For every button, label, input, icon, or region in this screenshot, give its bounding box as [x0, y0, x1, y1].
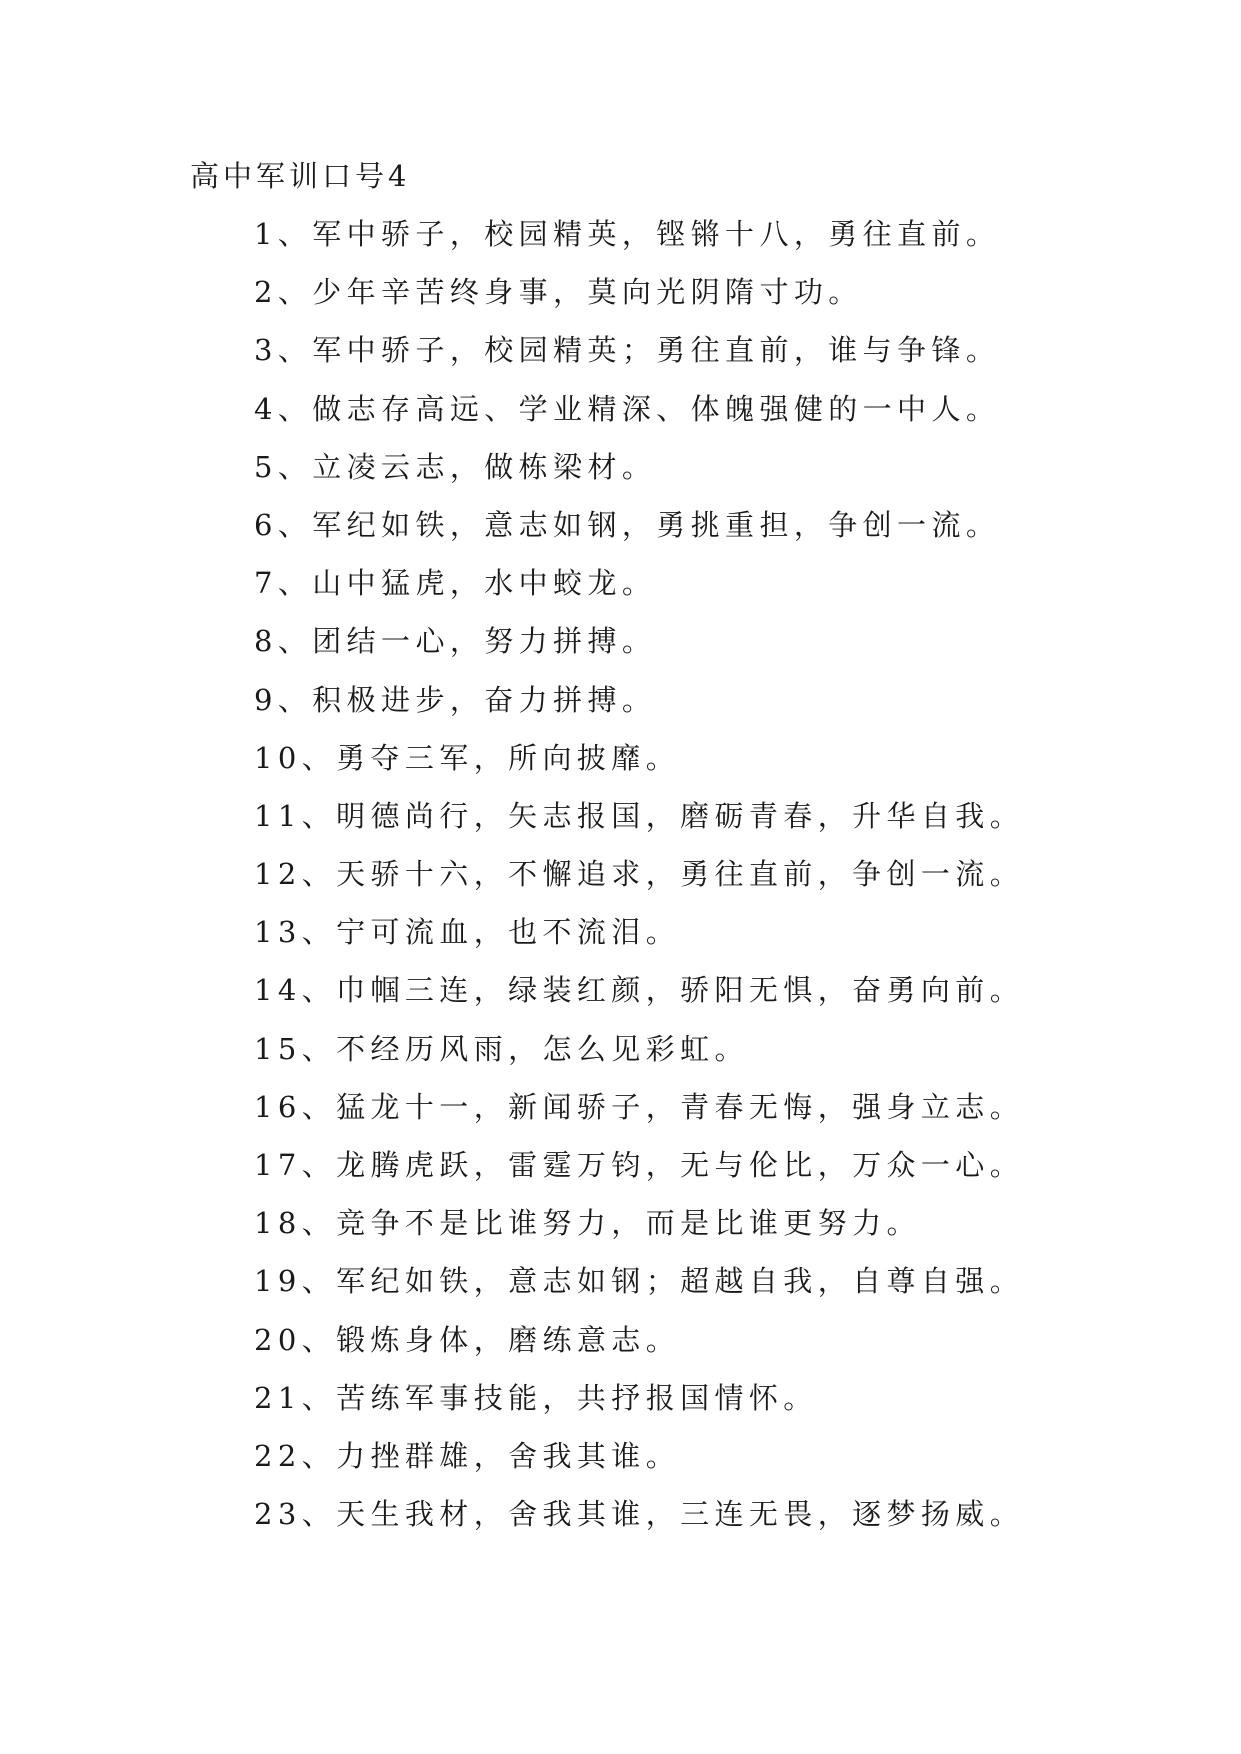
slogan-item: 23、天生我材，舍我其谁，三连无畏，逐梦扬威。: [254, 1497, 1025, 1532]
slogan-item: 14、巾帼三连，绿装红颜，骄阳无惧，奋勇向前。: [254, 973, 1025, 1008]
slogan-list: [254, 216, 1024, 1554]
slogan-item: 22、力挫群雄，舍我其谁。: [254, 1438, 681, 1473]
slogan-item: 1、军中骄子，校园精英，铿锵十八，勇往直前。: [254, 217, 1001, 251]
slogan-item: 16、猛龙十一，新闻骄子，青春无悔，强身立志。: [254, 1089, 1025, 1124]
slogan-item: 3、军中骄子，校园精英；勇往直前，谁与争锋。: [254, 333, 1001, 368]
slogan-item: 17、龙腾虎跃，雷霆万钧，无与伦比，万众一心。: [254, 1148, 1025, 1182]
slogan-item: 2、少年辛苦终身事，莫向光阴隋寸功。: [254, 275, 863, 310]
slogan-item: 19、军纪如铁，意志如钢；超越自我，自尊自强。: [254, 1264, 1025, 1299]
slogan-item: 5、立凌云志，做栋梁材。: [254, 449, 657, 484]
slogan-item: 6、军纪如铁，意志如钢，勇挑重担，争创一流。: [254, 507, 1001, 542]
slogan-item: 15、不经历风雨，怎么见彩虹。: [254, 1031, 749, 1066]
slogan-item: 10、勇夺三军，所向披靡。: [254, 740, 681, 775]
slogan-item: 12、天骄十六，不懈追求，勇往直前，争创一流。: [254, 857, 1025, 892]
slogan-item: 8、团结一心，努力拼搏。: [254, 624, 657, 659]
document-title: 高中军训口号4: [190, 159, 411, 193]
slogan-item: 20、锻炼身体，磨练意志。: [254, 1322, 681, 1357]
slogan-item: 11、明德尚行，矢志报国，磨砺青春，升华自我。: [254, 798, 1025, 833]
slogan-item: 21、苦练军事技能，共抒报国情怀。: [254, 1380, 818, 1415]
slogan-item: 7、山中猛虎，水中蛟龙。: [254, 566, 657, 601]
slogan-item: 18、竞争不是比谁努力，而是比谁更努力。: [254, 1206, 921, 1241]
slogan-item: 4、做志存高远、学业精深、体魄强健的一中人。: [254, 391, 1001, 426]
slogan-item: 13、宁可流血，也不流泪。: [254, 915, 681, 950]
slogan-item: 9、积极进步，奋力拼搏。: [254, 682, 657, 717]
